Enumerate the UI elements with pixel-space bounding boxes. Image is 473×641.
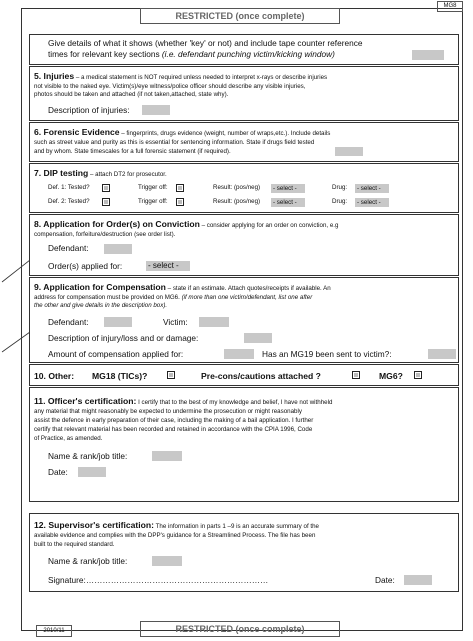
def1-result-label: Result: (pos/neg) <box>213 184 261 191</box>
def1-tested-checkbox[interactable] <box>102 184 110 192</box>
section-forensic <box>29 122 459 162</box>
section-orders-on-conviction <box>29 214 459 276</box>
officer-cert-text-4: certify that relevant material has been recorded and retained in accordance with the CPIA 1996, Code <box>34 426 313 433</box>
section-compensation <box>29 277 459 363</box>
orders-applied-label: Order(s) applied for: <box>48 261 123 271</box>
section-injuries <box>29 66 459 121</box>
restricted-banner-top: RESTRICTED (once complete) <box>140 8 340 24</box>
def1-trigger-label: Trigger off: <box>138 184 168 191</box>
def2-drug-label: Drug: <box>332 198 348 205</box>
officer-date-field[interactable] <box>78 467 106 477</box>
compensation-note-3: the other and give details in the description box). <box>34 302 168 309</box>
intro-line-1: Give details of what it shows (whether 'key' or not) and include tape counter reference <box>48 38 363 48</box>
precons-checkbox[interactable] <box>352 371 360 379</box>
supervisor-name-field[interactable] <box>152 556 182 566</box>
other-heading: 10. Other: <box>34 371 75 381</box>
section-supervisor-certification <box>29 513 459 592</box>
officer-cert-text-2: any material that might reasonably be expected to undermine the prosecution or might reasonably <box>34 408 302 415</box>
supervisor-name-label: Name & rank/job title: <box>48 556 128 566</box>
officer-date-label: Date: <box>48 467 68 477</box>
compensation-description-field[interactable] <box>244 333 272 343</box>
supervisor-date-label: Date: <box>375 575 395 585</box>
key-sections-field[interactable] <box>412 50 444 60</box>
forensic-note-3: and by whom. State timescales for a full forensic statement (if required). <box>34 148 231 155</box>
forensic-timescale-field[interactable] <box>335 147 363 156</box>
officer-name-field[interactable] <box>152 451 182 461</box>
mg6-checkbox[interactable] <box>414 371 422 379</box>
def1-result-select[interactable]: - select - <box>271 184 305 193</box>
injuries-description-label: Description of injuries: <box>48 105 130 115</box>
injuries-note-2: not visible to the naked eye. Victim(s)/eye witness/police officer should describe any visible injuries, <box>34 83 306 90</box>
compensation-amount-field[interactable] <box>224 349 254 359</box>
def2-tested-label: Def. 2: Tested? <box>48 198 90 205</box>
restricted-banner-bottom: RESTRICTED (once complete) <box>140 621 340 637</box>
def2-result-label: Result: (pos/neg) <box>213 198 261 205</box>
intro-section <box>29 34 459 65</box>
compensation-heading: 9. Application for Compensation – state if an estimate. Attach quotes/receipts if available. An <box>34 282 331 292</box>
def2-result-select[interactable]: - select - <box>271 198 305 207</box>
orders-applied-select[interactable]: - select - <box>146 261 190 271</box>
def1-tested-label: Def. 1: Tested? <box>48 184 90 191</box>
forensic-heading: 6. Forensic Evidence – fingerprints, drugs evidence (weight, number of wraps,etc.). Include details <box>34 127 331 137</box>
orders-defendant-field[interactable] <box>104 244 132 254</box>
mg19-field[interactable] <box>428 349 456 359</box>
compensation-defendant-label: Defendant: <box>48 317 89 327</box>
section-dip-testing <box>29 163 459 213</box>
supervisor-cert-text-2: available evidence and complies with the DPP's guidance for a Streamlined Process. The file has been <box>34 532 316 539</box>
compensation-victim-label: Victim: <box>163 317 188 327</box>
form-code: MG8 <box>437 1 463 12</box>
supervisor-signature-line[interactable]: Signature:………………………………………………………… <box>48 575 269 585</box>
def2-tested-checkbox[interactable] <box>102 198 110 206</box>
def2-drug-select[interactable]: - select - <box>355 198 389 207</box>
injuries-description-field[interactable] <box>142 105 170 115</box>
def1-trigger-checkbox[interactable] <box>176 184 184 192</box>
compensation-description-label: Description of injury/loss and or damage: <box>48 333 199 343</box>
precons-label: Pre-cons/cautions attached ? <box>201 371 321 381</box>
compensation-note-2: address for compensation must be provided on MG6. (if more than one victim/defendant, list one after <box>34 294 313 301</box>
def2-trigger-label: Trigger off: <box>138 198 168 205</box>
def1-drug-label: Drug: <box>332 184 348 191</box>
compensation-defendant-field[interactable] <box>104 317 132 327</box>
mg18-checkbox[interactable] <box>167 371 175 379</box>
dip-heading: 7. DIP testing – attach DT2 for prosecutor. <box>34 168 167 178</box>
injuries-heading: 5. Injuries – a medical statement is NOT required unless needed to interpret x-rays or describe injuries <box>34 71 328 81</box>
mg19-label: Has an MG19 been sent to victim?: <box>262 349 392 359</box>
section-officer-certification <box>29 387 459 502</box>
supervisor-date-field[interactable] <box>404 575 432 585</box>
forensic-note-2: such as street value and purity as this is essential for sentencing information. State if drugs field tested <box>34 139 315 146</box>
orders-note-2: compensation, forfeiture/destruction (see order list). <box>34 231 176 238</box>
section-other <box>29 364 459 386</box>
officer-name-label: Name & rank/job title: <box>48 451 128 461</box>
officer-cert-text-3: assist the defence in early preparation of their case, including the making of a bail application. I further <box>34 417 314 424</box>
footer-date-code: 2010/11 <box>36 625 72 637</box>
officer-cert-text-5: of Practice, as amended. <box>34 435 103 442</box>
intro-line-2: times for relevant key sections (i.e. defendant punching victim/kicking window) <box>48 49 335 59</box>
mg18-label: MG18 (TICs)? <box>92 371 148 381</box>
def1-drug-select[interactable]: - select - <box>355 184 389 193</box>
officer-cert-heading: 11. Officer's certification: I certify that to the best of my knowledge and belief, I have not withheld <box>34 396 333 406</box>
injuries-note-3: photos should be taken and attached (if not taken,attached, state why). <box>34 91 229 98</box>
supervisor-cert-heading: 12. Supervisor's certification: The information in parts 1 –9 is an accurate summary of the <box>34 520 319 530</box>
orders-defendant-label: Defendant: <box>48 243 89 253</box>
def2-trigger-checkbox[interactable] <box>176 198 184 206</box>
orders-heading: 8. Application for Order(s) on Conviction – consider applying for an order on conviction, e.g <box>34 219 339 229</box>
supervisor-cert-text-3: built to the required standard. <box>34 541 115 548</box>
compensation-amount-label: Amount of compensation applied for: <box>48 349 184 359</box>
mg6-label: MG6? <box>379 371 403 381</box>
compensation-victim-field[interactable] <box>199 317 229 327</box>
